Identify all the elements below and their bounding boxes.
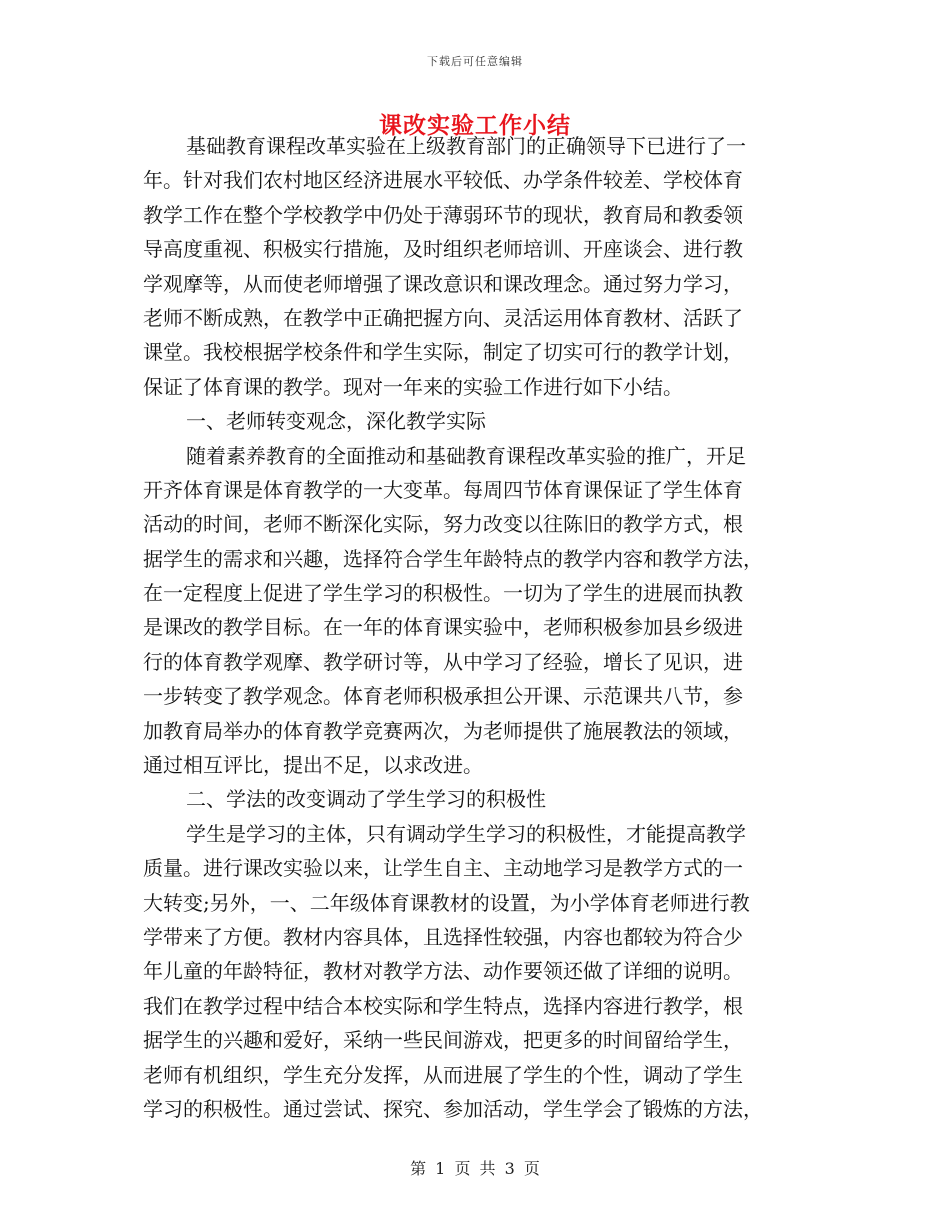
- body-text-line: 据学生的兴趣和爱好，采纳一些民间游戏，把更多的时间留给学生，: [143, 1028, 743, 1053]
- body-text-line: 年。针对我们农村地区经济进展水平较低、办学条件较差、学校体育: [143, 168, 743, 193]
- body-text-line: 学习的积极性。通过尝试、探究、参加活动，学生学会了锻炼的方法，: [143, 1096, 763, 1121]
- body-text-line: 行的体育教学观摩、教学研讨等，从中学习了经验，增长了见识，进: [143, 649, 743, 674]
- body-text-line: 质量。进行课改实验以来，让学生自主、主动地学习是教学方式的一: [143, 856, 743, 881]
- body-text-line: 活动的时间，老师不断深化实际，努力改变以往陈旧的教学方式，根: [143, 512, 743, 537]
- body-text-line: 学生是学习的主体，只有调动学生学习的积极性，才能提高教学: [186, 821, 746, 846]
- body-text-line: 学观摩等，从而使老师增强了课改意识和课改理念。通过努力学习，: [143, 271, 743, 296]
- body-text-line: 通过相互评比，提出不足，以求改进。: [143, 753, 483, 778]
- body-text-line: 导高度重视、积极实行措施，及时组织老师培训、开座谈会、进行教: [143, 237, 743, 262]
- body-text-line: 加教育局举办的体育教学竞赛两次，为老师提供了施展教法的领域，: [143, 718, 743, 743]
- body-text-line: 二、学法的改变调动了学生学习的积极性: [186, 787, 546, 812]
- body-text-line: 教学工作在整个学校教学中仍处于薄弱环节的现状，教育局和教委领: [143, 202, 743, 227]
- page-number-footer: 第 1 页 共 3 页: [410, 1159, 540, 1178]
- body-text-line: 保证了体育课的教学。现对一年来的实验工作进行如下小结。: [143, 374, 683, 399]
- body-text-line: 老师不断成熟，在教学中正确把握方向、灵活运用体育教材、活跃了: [143, 305, 743, 330]
- body-text-line: 年儿童的年龄特征，教材对教学方法、动作要领还做了详细的说明。: [143, 959, 743, 984]
- body-text-line: 一步转变了教学观念。体育老师积极承担公开课、示范课共八节，参: [143, 684, 743, 709]
- body-text-line: 老师有机组织，学生充分发挥，从而进展了学生的个性，调动了学生: [143, 1062, 743, 1087]
- body-text-line: 开齐体育课是体育教学的一大变革。每周四节体育课保证了学生体育: [143, 477, 743, 502]
- body-text-line: 是课改的教学目标。在一年的体育课实验中，老师积极参加县乡级进: [143, 615, 743, 640]
- body-text-line: 据学生的需求和兴趣，选择符合学生年龄特点的教学内容和教学方法，: [143, 546, 763, 571]
- body-text-line: 基础教育课程改革实验在上级教育部门的正确领导下已进行了一: [186, 134, 746, 158]
- body-text-line: 课堂。我校根据学校条件和学生实际，制定了切实可行的教学计划，: [143, 340, 743, 365]
- body-text-line: 一、老师转变观念，深化教学实际: [186, 409, 486, 434]
- body-text-line: 随着素养教育的全面推动和基础教育课程改革实验的推广，开足: [186, 443, 746, 468]
- page-header-note: 下载后可任意编辑: [427, 55, 523, 68]
- document-title: 课改实验工作小结: [379, 112, 571, 139]
- body-text-line: 在一定程度上促进了学生学习的积极性。一切为了学生的进展而执教: [143, 581, 743, 606]
- body-text-line: 我们在教学过程中结合本校实际和学生特点，选择内容进行教学，根: [143, 993, 743, 1018]
- body-text-line: 大转变;另外，一、二年级体育课教材的设置，为小学体育老师进行教: [143, 890, 750, 915]
- document-body: [143, 129, 805, 1126]
- body-text-line: 学带来了方便。教材内容具体，且选择性较强，内容也都较为符合少: [143, 924, 743, 949]
